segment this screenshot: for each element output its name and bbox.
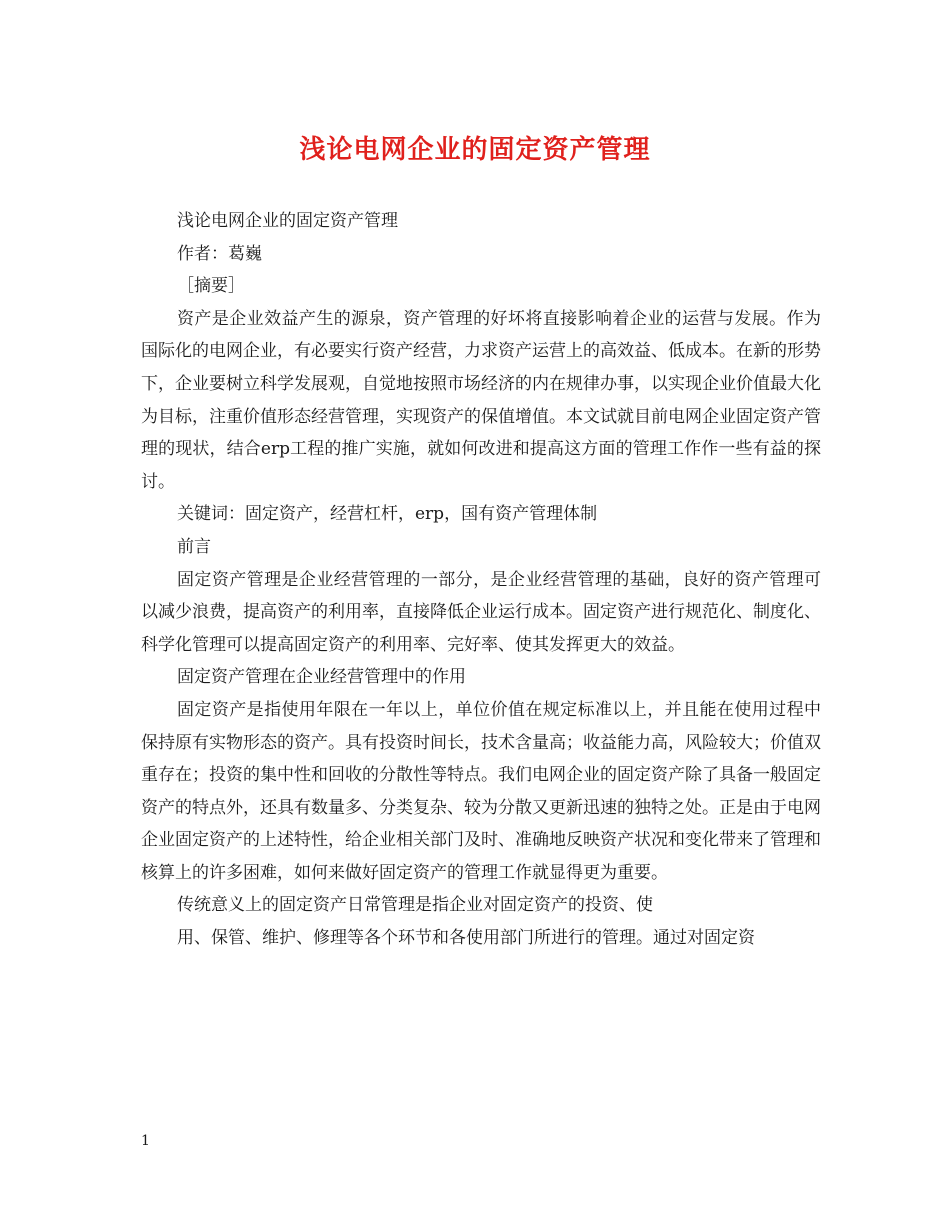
body-paragraph: 固定资产是指使用年限在一年以上，单位价值在规定标准以上，并且能在使用过程中保持原有实物形态的资产。具有投资时间长，技术含量高；收益能力高，风险较大；价值双重存在；投资的集中性和回收的分散性等特点。我们电网企业的固定资产除了具备一般固定资产的特点外，还具有数量多、分类复杂、较为分散又更新迅速的独特之处。正是由于电网企业固定资产的上述特性，给企业相关部门及时、准确地反映资产状况和变化带来了管理和核算上的许多困难，如何来做好固定资产的管理工作就显得更为重要。 — [141, 699, 821, 883]
subtitle-paragraph: 浅论电网企业的固定资产管理 — [177, 211, 398, 231]
abstract-heading: ［摘要］ — [177, 276, 245, 297]
preface-heading: 前言 — [177, 536, 211, 557]
keywords-line: 关键词：固定资产，经营杠杆，erp，国有资产管理体制 — [177, 504, 598, 525]
abstract-paragraph: 资产是企业效益产生的源泉，资产管理的好坏将直接影响着企业的运营与发展。作为国际化的电网企业，有必要实行资产经营，力求资产运营上的高效益、低成本。在新的形势下，企业要树立科学发展观，自觉地按照市场经济的内在规律办事，以实现企业价值最大化为目标，注重价值形态经营管理，实现资产的保值增值。本文试就目前电网企业固定资产管理的现状，结合erp工程的推广实施，就如何改进和提高这方面的管理工作作一些有益的探讨。 — [141, 308, 821, 492]
body-paragraph: 固定资产管理是企业经营管理的一部分，是企业经营管理的基础，良好的资产管理可以减少浪费，提高资产的利用率，直接降低企业运行成本。固定资产进行规范化、制度化、科学化管理可以提高固定资产的利用率、完好率、使其发挥更大的效益。 — [141, 569, 821, 655]
page-number: 1 — [141, 1133, 150, 1149]
document-title: 浅论电网企业的固定资产管理 — [299, 135, 651, 165]
body-paragraph: 传统意义上的固定资产日常管理是指企业对固定资产的投资、使 — [177, 895, 653, 916]
document-body — [141, 205, 821, 955]
section-heading: 固定资产管理在企业经营管理中的作用 — [177, 667, 466, 688]
body-paragraph: 用、保管、维护、修理等各个环节和各使用部门所进行的管理。通过对固定资 — [177, 928, 755, 949]
author-line: 作者：葛巍 — [177, 243, 262, 264]
